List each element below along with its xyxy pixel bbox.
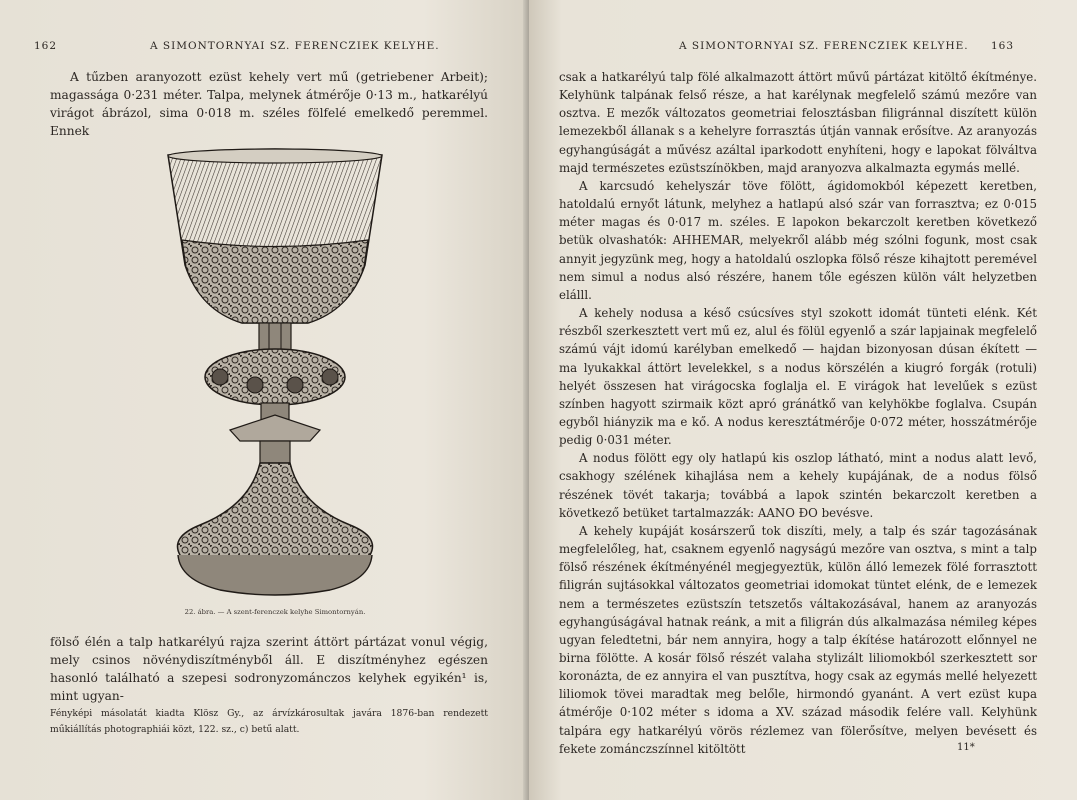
left-top-paragraph: A tűzben aranyozott ezüst kehely vert mű (getriebener Arbeit); magassága 0·231 méter. Talpa, melynek átmérője 0·13 m., hatkarélyú virágot ábrázol, sima 0·018 m. széles fölfelé emelkedő peremmel. Ennek	[50, 70, 488, 138]
chalice-illustration	[160, 145, 390, 600]
signature-mark: 11*	[957, 742, 975, 753]
right-page-number: 163	[991, 40, 1015, 52]
right-page	[529, 0, 1077, 800]
left-page-number: 162	[34, 40, 58, 52]
footnote: Fényképi másolatát kiadta Klösz Gy., az árvízkárosultak javára 1876-ban rendezett műkiállítás photographiái közt, 122. sz., c) betű alatt.	[50, 708, 488, 735]
right-paragraph-5: A kehely kupáját kosárszerű tok diszíti, mely, a talp és szár tagozásának megfelelőleg, hat, csaknem egyenlő nagyságú mezőre van osztva, s mint a talp fölső részének ékítményénél megjegyeztük, külön álló lemezek fölé forrasztott filigrán sujtásokkal változatos geometriai idomokat tüntet elénk, de e lemezek nem a természetes ezüstszín tetszetős váltakozásával, hanem az aranyozás egyhangúságával hatnak reánk, a mit a filigrán dús alkalmazása némileg képes ugyan feledtetni, bár nem annyira, hogy a talp ékítése határozott előnnyel ne birna fölötte. A kosár fölső részét valaha stylizált liliomokból szerkesztett sor koronázta, de ez annyira el van pusztítva, hogy csak az egymás mellé helyezett liliomok tövei maradtak meg belőle, hirmondó gyanánt. A vert ezüst kupa átmérője 0·102 méter s idoma a XV. század második felére vall. Kelyhünk talpára egy hatkarélyú vörös rézlemez van fölerősítve, melyen bevésett és fekete zománczszínnel kitöltött	[559, 523, 1037, 756]
right-paragraph-2: A karcsudó kehelyszár töve fölött, ágidomokból képezett keretben, hatoldalú ernyőt látunk, melyhez a hatlapú alsó szár van forrasztva; ez 0·015 méter magas és 0·017 m. széles. E lapokon bekarczolt keretben következő betük olvashatók: AHHEMAR, melyekről alább még szólni fogunk, most csak annyit jegyzünk meg, hogy a hatoldalú oszlopka fölső része kihajtott peremével nem simul a nodus alsó részére, hanem tőle egészen külön vált helyzetben elálll.	[559, 178, 1037, 302]
right-paragraph-1: csak a hatkarélyú talp fölé alkalmazott áttört művű pártázat kitöltő ékítménye. Kelyhünk talpának felső része, a hat karélynak megfelelő számú mezőre van osztva. E mezők változatos geometriai felosztásban filigránnal diszített külön lemezekből állanak s a kehelyre forrasztás útján vannak erősítve. Az aranyozás egyhangúságát a művész azáltal iparkodott enyhíteni, hogy e lapokat fölváltva majd természetes ezüstszínökben, majd aranyozva alkalmazta egymás mellé.	[559, 70, 1037, 175]
left-page	[0, 0, 529, 800]
right-paragraph-3: A kehely nodusa a késő csúcsíves styl szokott idomát tünteti elénk. Két részből szerkesztett vert mű ez, alul és fölül egyenlő a szár lapjainak megfelelő számú vájt idomú karélyban emelkedő — hajdan bizonyosan dúsan ékített — ma lyukakkal áttört levelekkel, s a nodus körszélén a kiugró forgák (rotuli) helyét összesen hat virágocska foglalja el. E virágok hat levelűek s ezüst színben hagyott szirmaik közt apró gránátkő van kelyhökbe foglalva. Csupán egyből hiányzik ma e kő. A nodus keresztátmérője 0·072 méter, hosszátmérője pedig 0·031 méter.	[559, 306, 1037, 448]
right-paragraph-4: A nodus fölött egy oly hatlapú kis oszlop látható, mint a nodus alatt levő, csakhogy szélének kihajlása nem a kehely kupájának, de a nodus fölső részének tövét takarja; továbbá a lapok szintén bekarczolt keretben a következő betüket tartalmazzák: AANO ÐO bevésve.	[559, 451, 1037, 520]
right-running-head-title: A SIMONTORNYAI SZ. FERENCZIEK KELYHE.	[679, 40, 969, 52]
figure-caption: 22. ábra. — A szent-ferenczek kelyhe Simontornyán.	[184, 608, 366, 616]
left-running-head-title: A SIMONTORNYAI SZ. FERENCZIEK KELYHE.	[150, 40, 440, 52]
left-bottom-paragraph: fölső élén a talp hatkarélyú rajza szerint áttört pártázat vonul végig, mely csinos növénydiszítményből áll. E diszítményhez egészen hasonló található a szepesi sodronyzománczos kelyhek egyikén¹ is, mint ugyan-	[50, 635, 488, 703]
right-body-text	[559, 68, 1037, 758]
